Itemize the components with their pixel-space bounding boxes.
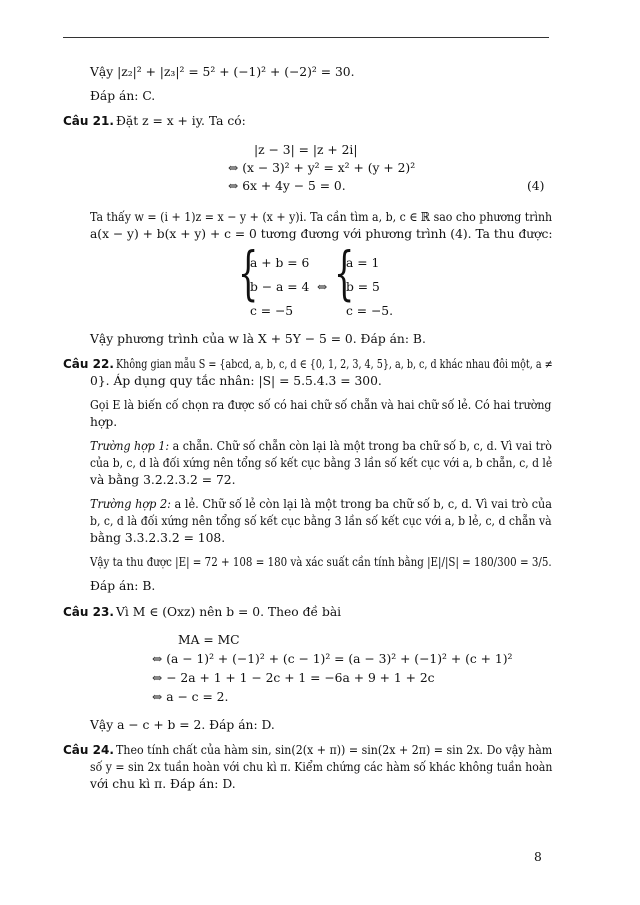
right-brace: { <box>334 239 355 307</box>
case-text: a chẵn. Chữ số chẵn còn lại là một trong ba chữ số b, c, d. Vì vai trò <box>169 439 552 453</box>
equation-line: ⇔ a − c = 2. <box>152 690 229 704</box>
equation-line: ⇔ − 2a + 1 + 1 − 2c + 1 = −6a + 9 + 1 + 2c <box>152 671 435 685</box>
system-line: a + b = 6 <box>250 256 310 270</box>
paragraph-line: Ta thấy w = (i + 1)z = x − y + (x + y)i. Ta cần tìm a, b, c ∈ ℝ sao cho phương trình <box>90 210 553 224</box>
paragraph-line: với chu kì π. Đáp án: D. <box>90 777 236 791</box>
case-line: bằng 3.3.2.3.2 = 108. <box>90 531 226 545</box>
paragraph-line: Theo tính chất của hàm sin, sin(2(x + π)) = sin(2x + 2π) = sin 2x. Do vậy hàm <box>116 743 553 757</box>
question-intro: Đặt z = x + iy. Ta có: <box>116 114 246 128</box>
system-line: a = 1 <box>346 256 380 270</box>
answer-line: Đáp án: C. <box>90 89 156 103</box>
equation-line: ⇔ (a − 1)² + (−1)² + (c − 1)² = (a − 3)² + (−1)² + (c + 1)² <box>152 652 513 666</box>
system-line: c = −5 <box>250 304 294 318</box>
question-label: Câu 24. <box>63 743 114 757</box>
case-line <box>90 496 552 512</box>
case-title: Trường hợp 2: <box>90 497 171 511</box>
equation-line: ⇔ (x − 3)² + y² = x² + (y + 2)² <box>228 161 416 175</box>
question-label: Câu 22. <box>63 357 114 371</box>
question-label: Câu 21. <box>63 114 114 128</box>
system-line: c = −5. <box>346 304 394 318</box>
question-intro: Vì M ∈ (Oxz) nên b = 0. Theo đề bài <box>116 605 342 619</box>
result-line: Vậy ta thu được |E| = 72 + 108 = 180 và xác suất cần tính bằng |E|/|S| = 180/300 = 3/5. <box>90 555 552 569</box>
answer-line: Vậy phương trình của w là X + 5Y − 5 = 0. Đáp án: B. <box>90 332 426 346</box>
case-line <box>90 438 552 454</box>
system-line: b = 5 <box>346 280 380 294</box>
paragraph-line: 0}. Áp dụng quy tắc nhân: |S| = 5.5.4.3 = 300. <box>90 374 382 388</box>
paragraph-line: a(x − y) + b(x + y) + c = 0 tương đương với phương trình (4). Ta thu được: <box>90 227 553 241</box>
page-number: 8 <box>534 850 542 864</box>
case-line: b, c, d là đối xứng nên tổng số kết cục bằng 3 lần số kết cục với a, b lẻ, c, d chẵn và <box>90 514 552 528</box>
answer-line: Đáp án: B. <box>90 579 156 593</box>
paragraph-line: hợp. <box>90 415 118 429</box>
equation-line: MA = MC <box>178 633 240 647</box>
equation-line: ⇔ 6x + 4y − 5 = 0. <box>228 179 346 193</box>
question-label: Câu 23. <box>63 605 114 619</box>
case-text: a lẻ. Chữ số lẻ còn lại là một trong ba chữ số b, c, d. Vì vai trò của <box>170 497 553 511</box>
iff-symbol: ⇔ <box>317 280 328 294</box>
case-line: và bằng 3.2.2.3.2 = 72. <box>90 473 236 487</box>
case-title: Trường hợp 1: <box>90 439 170 453</box>
system-line: b − a = 4 <box>250 280 310 294</box>
header-rule <box>63 37 549 38</box>
paragraph-line: Gọi E là biến cố chọn ra được số có hai chữ số chẵn và hai chữ số lẻ. Có hai trường <box>90 398 552 412</box>
text-line: Vậy |z₂|² + |z₃|² = 5² + (−1)² + (−2)² = 30. <box>90 65 355 79</box>
paragraph-line: Không gian mẫu S = {abcd, a, b, c, d ∈ {0, 1, 2, 3, 4, 5}, a, b, c, d khác nhau đôi một, a ≠ <box>116 357 553 371</box>
answer-line: Vậy a − c + b = 2. Đáp án: D. <box>90 718 275 732</box>
case-line: của b, c, d là đối xứng nên tổng số kết cục bằng 3 lần số kết cục với a, b chẵn, c, d lẻ <box>90 456 553 470</box>
equation-line: |z − 3| = |z + 2i| <box>254 143 358 157</box>
paragraph-line: số y = sin 2x tuần hoàn với chu kì π. Kiểm chứng các hàm số khác không tuần hoàn <box>90 760 553 774</box>
equation-tag: (4) <box>527 179 545 193</box>
left-brace: { <box>238 239 259 307</box>
